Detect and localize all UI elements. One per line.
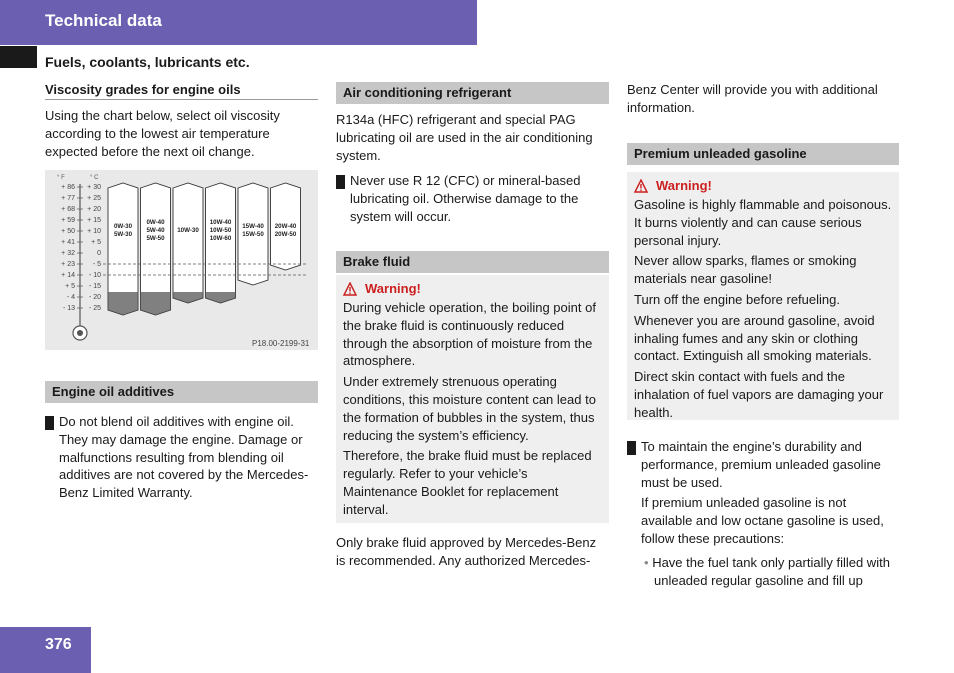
section-title: Fuels, coolants, lubricants etc.: [45, 54, 250, 70]
grade-label: 0W-30: [113, 223, 133, 230]
c-tick-label: + 10: [87, 228, 101, 235]
f-tick-label: + 59: [61, 217, 75, 224]
gasoline-section: [622, 143, 899, 589]
grade-label: 20W-50: [274, 231, 297, 238]
f-axis-label: ° F: [57, 175, 65, 181]
caution-icon: !: [336, 175, 345, 189]
grade-column-cold-zone: [206, 292, 236, 303]
warning-triangle-icon: [634, 179, 648, 193]
additives-note: [40, 413, 318, 502]
ac-text: R134a (HFC) refrigerant and special PAG lubricating oil are used in the air conditioning system.: [336, 112, 593, 163]
viscosity-section: [45, 82, 318, 160]
brake-text: Only brake fluid approved by Mercedes-Benz is recommended. Any authorized Mercedes-: [336, 535, 597, 568]
gasoline-warning-title: [634, 178, 892, 193]
viscosity-chart-svg: [45, 170, 318, 350]
f-tick-label: + 86: [61, 184, 75, 191]
c-tick-label: + 20: [87, 206, 101, 213]
f-tick-label: + 23: [61, 261, 75, 268]
brake-warning-text-3: Therefore, the brake fluid must be replaced regularly. Refer to your vehicle’s Maintenance Booklet for replacement interval.: [343, 448, 592, 517]
c-tick-label: + 15: [87, 217, 101, 224]
grade-column: [173, 183, 203, 303]
additives-section: [40, 381, 318, 502]
c-tick-label: + 30: [87, 184, 101, 191]
ac-heading: Air conditioning refrigerant: [336, 82, 609, 104]
c-tick-label: - 5: [92, 261, 101, 268]
ac-section: [331, 82, 609, 226]
warning-label: Warning!: [365, 281, 421, 296]
bullet-icon: •: [644, 554, 649, 570]
gasoline-note-2: If premium unleaded gasoline is not available and low octane gasoline is used, follow these precautions:: [641, 495, 884, 546]
grade-label: 15W-50: [242, 231, 264, 238]
gasoline-note-text: To maintain the engine’s durability and performance, premium unleaded gasoline must be used.: [641, 439, 881, 490]
f-tick-label: - 13: [62, 305, 75, 312]
f-tick-label: + 50: [61, 228, 75, 235]
viscosity-chart: [45, 170, 318, 350]
grade-label: 15W-40: [242, 223, 264, 230]
grade-label: 5W-50: [146, 235, 165, 242]
c-tick-label: - 15: [88, 283, 101, 290]
grade-label: 20W-40: [274, 223, 297, 230]
gasoline-note: [622, 438, 899, 491]
ac-note: [331, 172, 609, 225]
caution-icon: !: [45, 416, 54, 430]
gasoline-bullet-1-text: Have the fuel tank only partially filled with unleaded regular gasoline and fill up: [652, 554, 890, 588]
f-tick-label: + 5: [65, 283, 75, 290]
brake-warning-box: [336, 275, 609, 523]
gasoline-warning-text-1: Gasoline is highly flammable and poisonous. It burns violently and can cause serious personal injury.: [634, 197, 892, 248]
viscosity-heading: Viscosity grades for engine oils: [45, 82, 318, 100]
f-tick-label: + 68: [61, 206, 75, 213]
c-tick-label: - 20: [88, 294, 101, 301]
f-tick-label: - 4: [66, 294, 75, 301]
c-tick-label: 0: [97, 250, 101, 257]
gasoline-bullet-1: [627, 554, 899, 590]
grade-label: 0W-40: [146, 219, 165, 226]
brake-warning-text-1: During vehicle operation, the boiling point of the brake fluid is continuously reduced through the absorption of moisture from the atmosphere.: [343, 300, 596, 369]
gasoline-warning-text-2: Never allow sparks, flames or smoking materials near gasoline!: [634, 253, 857, 287]
f-tick-label: + 14: [61, 272, 75, 279]
brake-warning-title: [343, 281, 602, 296]
thermometer-bulb-fill: [77, 330, 83, 336]
page-number: 376: [45, 636, 72, 653]
brake-section: [336, 251, 609, 570]
figure-code: P18.00-2199-31: [252, 339, 310, 348]
chapter-title: Technical data: [45, 11, 162, 30]
grade-label: 10W-30: [177, 227, 199, 234]
c-axis-label: ° C: [90, 175, 99, 181]
gasoline-warning-text-4: Whenever you are around gasoline, avoid inhaling fumes and any skin or clothing contact. Extinguish all smoking materials.: [634, 312, 875, 364]
grade-label: 5W-30: [113, 231, 133, 238]
grade-label: 10W-40: [209, 219, 232, 226]
additives-heading: Engine oil additives: [45, 381, 318, 403]
f-tick-label: + 32: [61, 250, 75, 257]
continued-text: Benz Center will provide you with additional information.: [627, 82, 878, 115]
c-tick-label: + 5: [91, 239, 101, 246]
additives-note-text: Do not blend oil additives with engine oil. They may damage the engine. Damage or malfunctions resulting from blending oil additives are not covered by the Mercedes-Benz Limited Warranty.: [59, 414, 309, 501]
grade-column: [206, 183, 236, 303]
warning-label: Warning!: [656, 178, 712, 193]
caution-icon: !: [627, 441, 636, 455]
c-tick-label: + 25: [87, 195, 101, 202]
viscosity-text: Using the chart below, select oil viscosity according to the lowest air temperature expected before the next oil change.: [45, 108, 280, 159]
brake-heading: Brake fluid: [336, 251, 609, 273]
grade-label: 10W-50: [209, 227, 232, 234]
section-marker: [0, 46, 37, 68]
warning-triangle-icon: [343, 282, 357, 296]
c-tick-label: - 25: [88, 305, 101, 312]
f-tick-label: + 41: [61, 239, 75, 246]
gasoline-warning-box: [627, 172, 899, 420]
f-tick-label: + 77: [61, 195, 75, 202]
grade-label: 5W-40: [146, 227, 165, 234]
ac-note-text: Never use R 12 (CFC) or mineral-based lubricating oil. Otherwise damage to the system will occur.: [350, 173, 581, 224]
brake-warning-text-2: Under extremely strenuous operating conditions, this moisture content can lead to the formation of bubbles in the system, thus reducing the system’s efficiency.: [343, 374, 596, 443]
c-tick-label: - 10: [88, 272, 101, 279]
gasoline-heading: Premium unleaded gasoline: [627, 143, 899, 165]
continued-text-block: [627, 81, 899, 117]
gasoline-warning-text-5: Direct skin contact with fuels and the inhalation of fuel vapors are damaging your health.: [634, 369, 884, 420]
grade-column-cold-zone: [173, 292, 203, 303]
gasoline-warning-text-3: Turn off the engine before refueling.: [634, 291, 840, 307]
grade-label: 10W-60: [209, 235, 232, 242]
